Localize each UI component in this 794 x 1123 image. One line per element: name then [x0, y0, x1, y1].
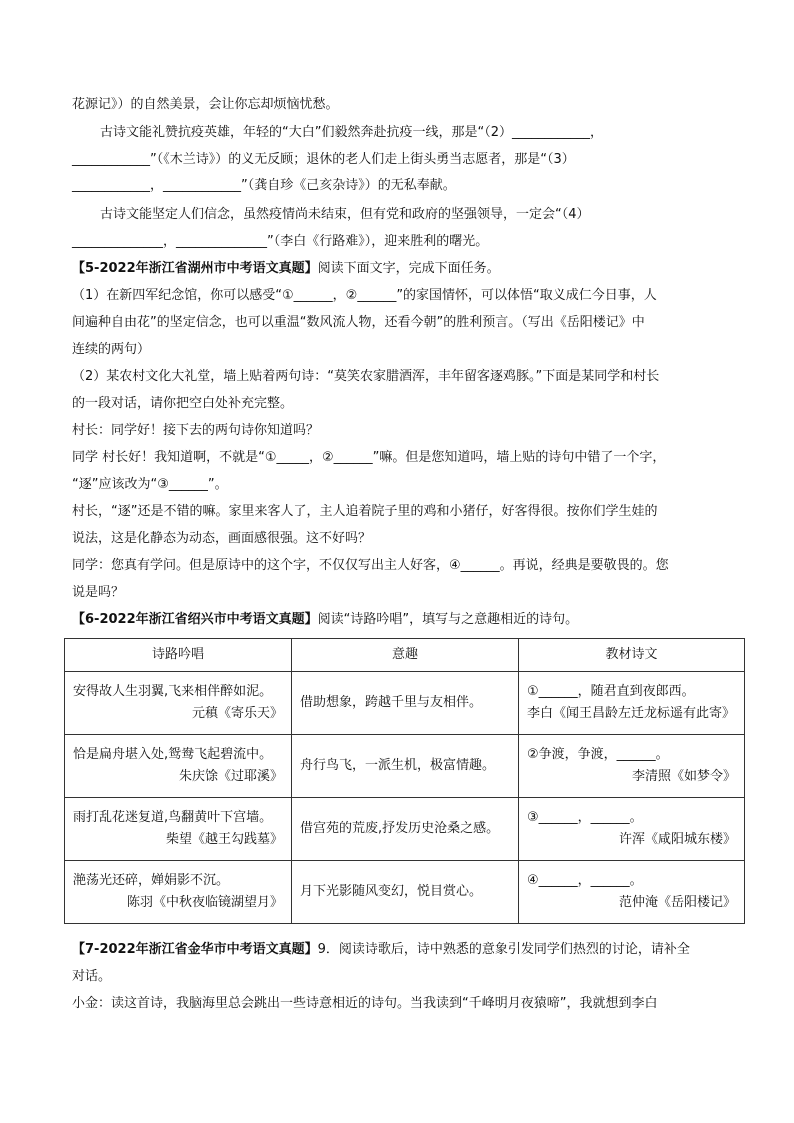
- dialogue-line: 说是吗？: [72, 585, 125, 600]
- question-line: 对话。: [72, 969, 112, 984]
- poem-cell: [65, 735, 292, 798]
- dialogue-line: 说法，这是化静态为动态，画面感很强。这不好吗？: [72, 531, 372, 546]
- poem-text: 安得故人生羽翼,飞来相伴醉如泥。: [73, 684, 273, 699]
- question-5-title: 【5-2022年浙江省湖州市中考语文真题】: [72, 261, 318, 276]
- question-5-intro: 阅读下面文字，完成下面任务。: [317, 261, 500, 276]
- table-row: [65, 798, 745, 861]
- dialogue-line: 村长：同学好！接下去的两句诗你知道吗？: [72, 423, 320, 438]
- poem-text: 雨打乱花迷复道,鸟翻黄叶下宫墙。: [73, 810, 273, 825]
- poem-text: 恰是扁舟堪入处,鸳鸯飞起碧流中。: [73, 747, 273, 762]
- question-5-header: [72, 259, 500, 279]
- question-6-title: 【6-2022年浙江省绍兴市中考语文真题】: [72, 612, 318, 627]
- textbook-cell: [519, 735, 745, 798]
- question-line: （2）某农村文化大礼堂，墙上贴着两句诗：“莫笑农家腊酒浑，丰年留客逐鸡豚。”下面是某同学和村长: [72, 369, 660, 384]
- poem-cell: [65, 672, 292, 735]
- dialogue-line: 同学：您真有学问。但是原诗中的这个字，不仅仅写出主人好客，④______。再说，经典是要敬畏的。您: [72, 558, 669, 573]
- table-header-row: [65, 639, 745, 672]
- textbook-cell: [519, 861, 745, 924]
- question-7-header: [72, 940, 690, 960]
- paragraph-line: ____________”（《木兰诗》）的义无反顾；退休的老人们走上街头勇当志愿者，那是“（3）: [72, 152, 575, 167]
- paragraph-line: 古诗文能礼赞抗疫英雄，年轻的“大白”们毅然奔赴抗疫一线，那是“（2）____________，: [100, 125, 603, 140]
- textbook-source: 许浑《咸阳城东楼》: [618, 832, 736, 847]
- poem-author: 陈羽《中秋夜临镜湖望月》: [126, 895, 283, 910]
- table-row: [65, 672, 745, 735]
- paragraph-line: 古诗文能坚定人们信念，虽然疫情尚未结束，但有党和政府的坚强领导，一定会“（4）: [100, 207, 590, 222]
- question-6-header: [72, 610, 578, 630]
- question-7-intro: 9．阅读诗歌后，诗中熟悉的意象引发同学们热烈的讨论，请补全: [317, 942, 690, 957]
- meaning-cell: 舟行鸟飞，一派生机，极富情趣。: [292, 735, 519, 798]
- poem-author: 柴望《越王勾践墓》: [165, 832, 283, 847]
- fill-blank: ①______，随君直到夜郎西。: [527, 684, 695, 699]
- column-header: 诗路吟唱: [65, 639, 292, 672]
- textbook-cell: [519, 672, 745, 735]
- textbook-cell: [519, 798, 745, 861]
- question-7-title: 【7-2022年浙江省金华市中考语文真题】: [72, 942, 318, 957]
- poem-text: 滟荡光还碎，婵娟影不沉。: [73, 873, 230, 888]
- fill-blank: ②争渡，争渡，______。: [527, 747, 669, 762]
- textbook-source: 范仲淹《岳阳楼记》: [618, 895, 736, 910]
- paragraph-line: ____________，____________”（龚自珍《己亥杂诗》）的无私奉献。: [72, 178, 456, 193]
- poem-author: 朱庆馀《过耶溪》: [178, 769, 283, 784]
- poem-cell: [65, 861, 292, 924]
- poem-cell: [65, 798, 292, 861]
- question-line: 的一段对话，请你把空白处补充完整。: [72, 396, 294, 411]
- fill-blank: ④______，______。: [527, 873, 643, 888]
- fill-blank: ③______，______。: [527, 810, 643, 825]
- meaning-cell: 借宫苑的荒废,抒发历史沧桑之感。: [292, 798, 519, 861]
- paragraph-line: 花源记》）的自然美景，会让你忘却烦恼忧愁。: [72, 97, 339, 112]
- question-line: 间遍种自由花”的坚定信念，也可以重温“数风流人物，还看今朝”的胜利预言。（写出《岳阳楼记》中: [72, 315, 645, 330]
- dialogue-line: 村长，“逐”还是不错的嘛。家里来客人了，主人追着院子里的鸡和小猪仔，好客得很。按你们学生娃的: [72, 504, 658, 519]
- poem-author: 元稹《寄乐天》: [191, 706, 283, 721]
- table-row: [65, 861, 745, 924]
- meaning-cell: 月下光影随风变幻，悦目赏心。: [292, 861, 519, 924]
- dialogue-line: 同学 村长好！我知道啊，不就是“①_____，②______”嘛。但是您知道吗，墙上贴的诗句中错了一个字，: [72, 450, 666, 465]
- paragraph-line: ______________，______________”（李白《行路难》），迎来胜利的曙光。: [72, 234, 489, 249]
- textbook-source: 李清照《如梦令》: [631, 769, 736, 784]
- poem-table: [64, 638, 745, 924]
- column-header: 意趣: [292, 639, 519, 672]
- dialogue-line: “逐”应该改为“③______”。: [72, 477, 228, 492]
- meaning-cell: 借助想象，跨越千里与友相伴。: [292, 672, 519, 735]
- question-6-intro: 阅读“诗路吟唱”，填写与之意趣相近的诗句。: [317, 612, 579, 627]
- dialogue-line: 小金：读这首诗，我脑海里总会跳出一些诗意相近的诗句。当我读到“千峰明月夜猿啼”，我就想到李白: [72, 996, 658, 1011]
- question-line: 连续的两句）: [72, 342, 151, 357]
- textbook-source: 李白《闻王昌龄左迁龙标遥有此寄》: [527, 706, 736, 721]
- table-row: [65, 735, 745, 798]
- question-line: （1）在新四军纪念馆，你可以感受“①______，②______”的家国情怀，可以体悟“取义成仁今日事，人: [72, 288, 657, 303]
- column-header: 教材诗文: [519, 639, 745, 672]
